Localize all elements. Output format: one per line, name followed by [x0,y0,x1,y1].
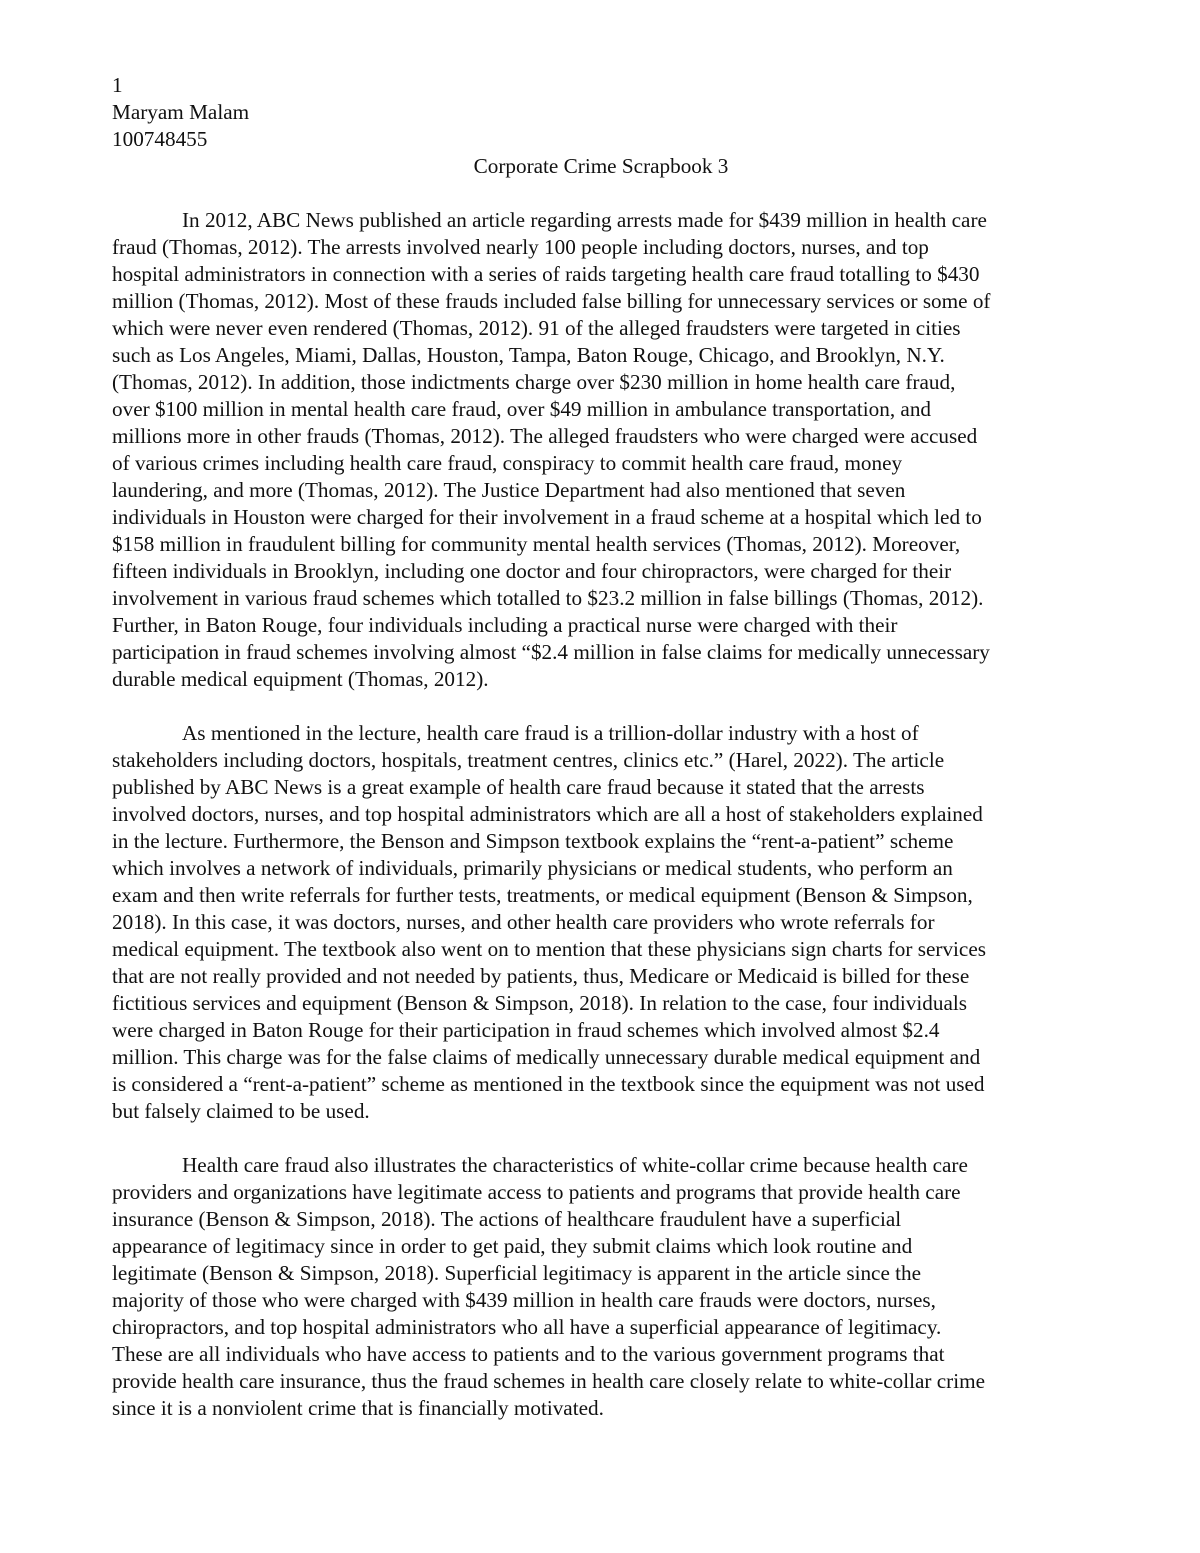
paragraph-line: of various crimes including health care fraud, conspiracy to commit health care fraud, money [112,451,903,475]
paragraph-line: published by ABC News is a great example of health care fraud because it stated that the arrests [112,775,925,799]
student-id: 100748455 [112,127,208,151]
document-body [112,207,1090,1422]
paragraph-line: which were never even rendered (Thomas, 2012). 91 of the alleged fraudsters were targeted in cities [112,316,961,340]
paragraph-line: over $100 million in mental health care fraud, over $49 million in ambulance transportation, and [112,397,932,421]
document-title: Corporate Crime Scrapbook 3 [473,154,729,178]
body-paragraph [112,207,1090,693]
paragraph-line: $158 million in fraudulent billing for community mental health services (Thomas, 2012). Moreover, [112,532,961,556]
document-page [112,72,1090,1449]
paragraph-line: (Thomas, 2012). In addition, those indictments charge over $230 million in home health care fraud, [112,370,956,394]
paragraph-line: involvement in various fraud schemes which totalled to $23.2 million in false billings (Thomas, 2012). [112,586,984,610]
paragraph-line: individuals in Houston were charged for their involvement in a fraud scheme at a hospital which led to [112,505,982,529]
paragraph-line: that are not really provided and not needed by patients, thus, Medicare or Medicaid is billed for these [112,964,970,988]
paragraph-line: hospital administrators in connection with a series of raids targeting health care fraud totalling to $430 [112,262,980,286]
paragraph-line: These are all individuals who have access to patients and to the various government programs that [112,1342,945,1366]
paragraph-line: such as Los Angeles, Miami, Dallas, Houston, Tampa, Baton Rouge, Chicago, and Brooklyn, N.Y. [112,343,945,367]
paragraph-line: in the lecture. Furthermore, the Benson and Simpson textbook explains the “rent-a-patient” scheme [112,829,954,853]
paragraph-line: chiropractors, and top hospital administrators who all have a superficial appearance of legitimacy. [112,1315,942,1339]
paragraph-line: appearance of legitimacy since in order to get paid, they submit claims which look routine and [112,1234,913,1258]
paragraph-line: stakeholders including doctors, hospitals, treatment centres, clinics etc.” (Harel, 2022). The article [112,748,945,772]
paragraph-line: 2018). In this case, it was doctors, nurses, and other health care providers who wrote referrals for [112,910,935,934]
paragraph-line: millions more in other frauds (Thomas, 2012). The alleged fraudsters who were charged were accused [112,424,978,448]
paragraph-line: which involves a network of individuals, primarily physicians or medical students, who perform an [112,856,953,880]
paragraph-line: laundering, and more (Thomas, 2012). The Justice Department had also mentioned that seven [112,478,906,502]
paragraph-line: majority of those who were charged with $439 million in health care frauds were doctors, nurses, [112,1288,936,1312]
paragraph-line: involved doctors, nurses, and top hospital administrators which are all a host of stakeholders explained [112,802,983,826]
paragraph-line: Health care fraud also illustrates the characteristics of white-collar crime because health care [182,1153,968,1177]
paragraph-line: fictitious services and equipment (Benson & Simpson, 2018). In relation to the case, four individuals [112,991,967,1015]
paragraph-line: insurance (Benson & Simpson, 2018). The actions of healthcare fraudulent have a superficial [112,1207,902,1231]
paragraph-line: provide health care insurance, thus the fraud schemes in health care closely relate to white-collar crime [112,1369,986,1393]
paragraph-line: exam and then write referrals for further tests, treatments, or medical equipment (Benson & Simpson, [112,883,973,907]
page-number: 1 [112,73,123,97]
paragraph-line: but falsely claimed to be used. [112,1099,370,1123]
body-paragraph [112,720,1090,1125]
paragraph-line: medical equipment. The textbook also went on to mention that these physicians sign charts for services [112,937,986,961]
paragraph-line: durable medical equipment (Thomas, 2012). [112,667,489,691]
paragraph-line: legitimate (Benson & Simpson, 2018). Superficial legitimacy is apparent in the article since the [112,1261,922,1285]
paragraph-line: participation in fraud schemes involving almost “$2.4 million in false claims for medically unnecessary [112,640,990,664]
paragraph-line: providers and organizations have legitimate access to patients and programs that provide health care [112,1180,961,1204]
paragraph-line: million. This charge was for the false claims of medically unnecessary durable medical equipment and [112,1045,981,1069]
paragraph-line: million (Thomas, 2012). Most of these frauds included false billing for unnecessary services or some of [112,289,991,313]
paragraph-line: fifteen individuals in Brooklyn, including one doctor and four chiropractors, were charged for their [112,559,952,583]
paragraph-line: were charged in Baton Rouge for their participation in fraud schemes which involved almost $2.4 [112,1018,940,1042]
paragraph-line: As mentioned in the lecture, health care fraud is a trillion-dollar industry with a host of [182,721,919,745]
paragraph-line: In 2012, ABC News published an article regarding arrests made for $439 million in health care [182,208,987,232]
paragraph-line: is considered a “rent-a-patient” scheme as mentioned in the textbook since the equipment was not used [112,1072,985,1096]
body-paragraph [112,1152,1090,1422]
paragraph-line: since it is a nonviolent crime that is financially motivated. [112,1396,604,1420]
paragraph-line: fraud (Thomas, 2012). The arrests involved nearly 100 people including doctors, nurses, and top [112,235,929,259]
paragraph-line: Further, in Baton Rouge, four individuals including a practical nurse were charged with their [112,613,898,637]
author-name: Maryam Malam [112,100,250,124]
